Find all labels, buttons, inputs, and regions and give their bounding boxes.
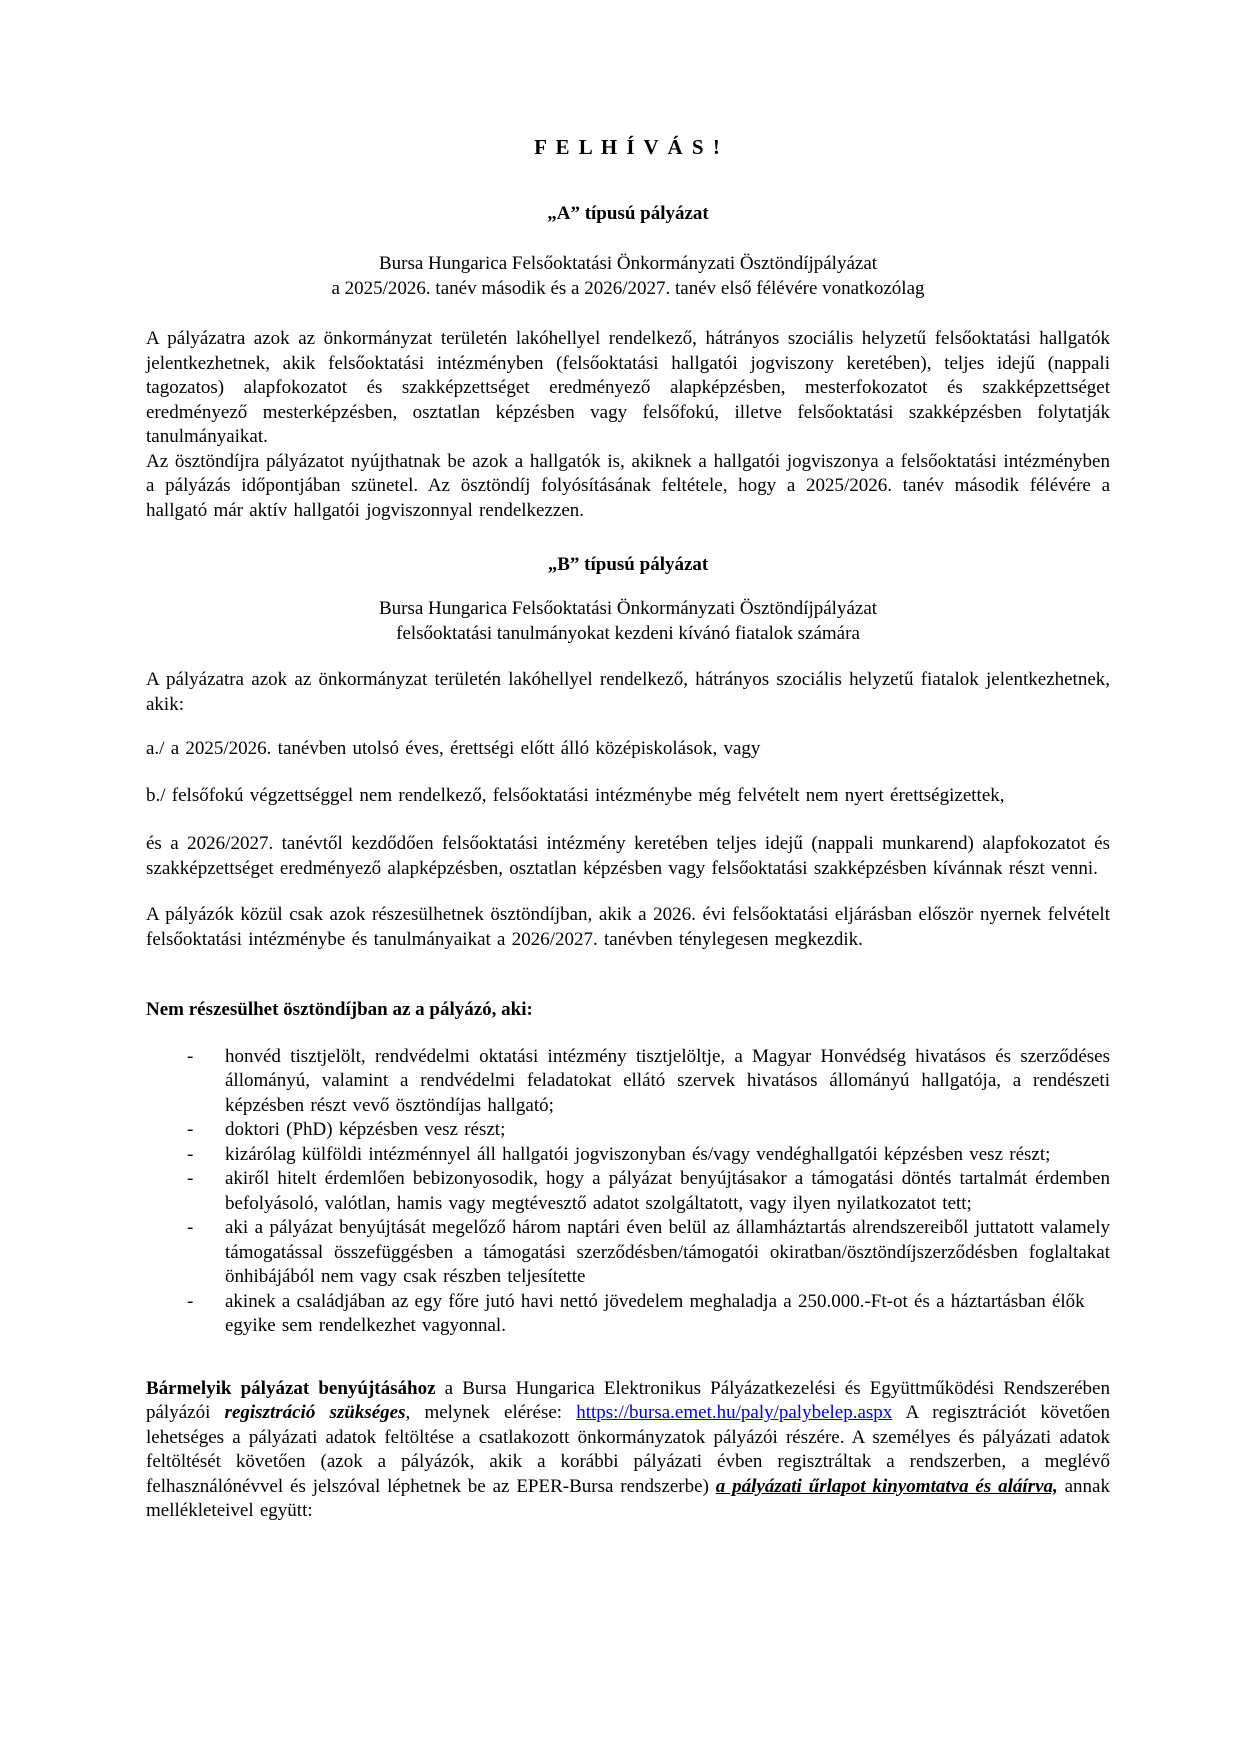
section-b-subtitle (146, 597, 1110, 646)
section-b-subtitle-line1: Bursa Hungarica Felsőoktatási Önkormányzati Ösztöndíjpályázat (378, 598, 878, 619)
section-b-heading: „B” típusú pályázat (547, 554, 709, 575)
document-title: F E L H Í V Á S ! (534, 135, 722, 159)
bullet-dash: - (187, 1168, 194, 1189)
bullet-dash: - (187, 1217, 194, 1238)
exclusion-item (146, 1118, 1110, 1143)
exclusion-item-text: doktori (PhD) képzésben vesz részt; (225, 1119, 506, 1140)
exclusions-heading: Nem részesülhet ösztöndíjban az a pályázó, aki: (146, 999, 533, 1020)
exclusion-item (146, 1045, 1110, 1119)
exclusion-item (146, 1167, 1110, 1216)
section-a-paragraph-eligibility: A pályázatra azok az önkormányzat területén lakóhellyel rendelkező, hátrányos szociális helyzetű felsőoktatási hallgatók jelentkezhetnek, akik felsőoktatási intézményben (felsőoktatási hallgatói jogviszony keretében), teljes idejű (nappali tagozatos) alapfokozatot és szakképzettséget eredményező alapképzésben, mesterfokozatot és szakképzettséget eredményező mesterképzésben, osztatlan képzésben vagy felsőfokú, illetve felsőoktatási szakképzésben folytatják tanulmányaikat. (146, 328, 1110, 447)
bullet-dash: - (187, 1045, 194, 1067)
registration-text: a Bursa Hungarica Elektronikus Pályázatkezelési és Együttműködési Rendszerében pályázói (146, 1377, 1110, 1423)
section-a-heading: „A” típusú pályázat (547, 203, 709, 224)
exclusion-item-text: kizárólag külföldi intézménnyel áll hallgatói jogviszonyban és/vagy vendéghallgatói képzésben vesz részt; (225, 1143, 1051, 1165)
section-b-subtitle-line2: felsőoktatási tanulmányokat kezdeni kívánó fiatalok számára (396, 622, 860, 644)
section-a-subtitle (146, 252, 1110, 301)
registration-paragraph (146, 1377, 1110, 1524)
bullet-dash: - (187, 1143, 194, 1165)
exclusion-item-text: akinek a családjában az egy főre jutó havi nettó jövedelem meghaladja a 250.000.-Ft-ot és a háztartásban élők egyike sem rendelkezhet vagyonnal. (225, 1290, 1085, 1336)
registration-text: A regisztrációt követően lehetséges a pályázati adatok feltöltése a csatlakozott önkormányzatok pályázói részére. A személyes és pályázati adatok feltöltését követően (azok a pályázók, akik a korábbi pályázati évben regisztráltak a rendszerben, a meglévő felhasználónévvel és jelszóval léphetnek be az EPER-Bursa rendszerbe) (146, 1402, 1111, 1497)
section-b-paragraph-continuation: és a 2026/2027. tanévtől kezdődően felsőoktatási intézmény keretében teljes idejű (nappali munkarend) alapfokozatot és szakképzettséget eredményező alapképzésben, osztatlan képzésben vagy felsőoktatási szakképzésben kívánnak részt venni. (146, 833, 1110, 879)
registration-portal-link[interactable]: https://bursa.emet.hu/paly/palybelep.aspx (576, 1402, 893, 1423)
exclusion-item (146, 1143, 1110, 1168)
registration-text: , melynek elérése: (405, 1402, 577, 1423)
section-b-option-b: b./ felsőfokú végzettséggel nem rendelkező, felsőoktatási intézménybe még felvételt nem nyert érettségizettek, (146, 784, 1005, 806)
exclusion-item (146, 1290, 1110, 1339)
section-b-option-a: a./ a 2025/2026. tanévben utolsó éves, érettségi előtt álló középiskolások, vagy (146, 738, 761, 759)
section-a-paragraph-suspended: Az ösztöndíjra pályázatot nyújthatnak be azok a hallgatók is, akiknek a hallgatói jogviszonya a felsőoktatási intézményben a pályázás időpontjában szünetel. Az ösztöndíj folyósításának feltétele, hogy a 2025/2026. tanév második félévére a hallgató már aktív hallgatói jogviszonnyal rendelkezzen. (146, 450, 1110, 521)
registration-intro-bold: Bármelyik pályázat benyújtásához (146, 1377, 436, 1399)
bullet-dash: - (187, 1119, 194, 1140)
exclusion-item-text: akiről hitelt érdemlően bebizonyosodik, hogy a pályázat benyújtásakor a támogatási döntés tartalmát érdemben befolyásoló, valótlan, hamis vagy megtévesztő adatot szolgáltatott, vagy ilyen nyilatkozatot tett; (225, 1168, 1110, 1214)
section-a-subtitle-line1: Bursa Hungarica Felsőoktatási Önkormányzati Ösztöndíjpályázat (378, 253, 878, 274)
registration-required-emphasis: regisztráció szükséges (224, 1402, 406, 1423)
section-b-paragraph-first-admission: A pályázók közül csak azok részesülhetnek ösztöndíjban, akik a 2026. évi felsőoktatási eljárásban először nyernek felvételt felsőoktatási intézménybe és tanulmányaikat a 2026/2027. tanévben ténylegesen megkezdik. (146, 904, 1110, 950)
section-b-intro: A pályázatra azok az önkormányzat területén lakóhellyel rendelkező, hátrányos szociális helyzetű fiatalok jelentkezhetnek, akik: (146, 669, 1110, 715)
bullet-dash: - (187, 1290, 194, 1312)
exclusion-item-text: honvéd tisztjelölt, rendvédelmi oktatási intézmény tisztjelöltje, a Magyar Honvédség hivatásos és szerződéses állományú, valamint a rendvédelmi feladatokat ellátó szervek hivatásos állományú hallgatója, a rendészeti képzésben részt vevő ösztöndíjas hallgató; (225, 1045, 1110, 1116)
document-content (0, 132, 1240, 1524)
registration-text: annak mellékleteivel együtt: (146, 1475, 1110, 1521)
exclusion-item (146, 1216, 1110, 1290)
exclusion-item-text: aki a pályázat benyújtását megelőző három naptári éven belül az államháztartás alrendszereiből juttatott valamely támogatással összefüggésben a támogatási szerződésben/támogatói okiratban/ösztöndíjszerződésben foglaltakat önhibájából nem vagy csak részben teljesítette (225, 1217, 1110, 1287)
registration-print-sign-emphasis: a pályázati űrlapot kinyomtatva és aláírva, (715, 1475, 1058, 1497)
exclusions-list (146, 1045, 1110, 1339)
section-a-subtitle-line2: a 2025/2026. tanév második és a 2026/2027. tanév első félévére vonatkozólag (331, 277, 925, 299)
